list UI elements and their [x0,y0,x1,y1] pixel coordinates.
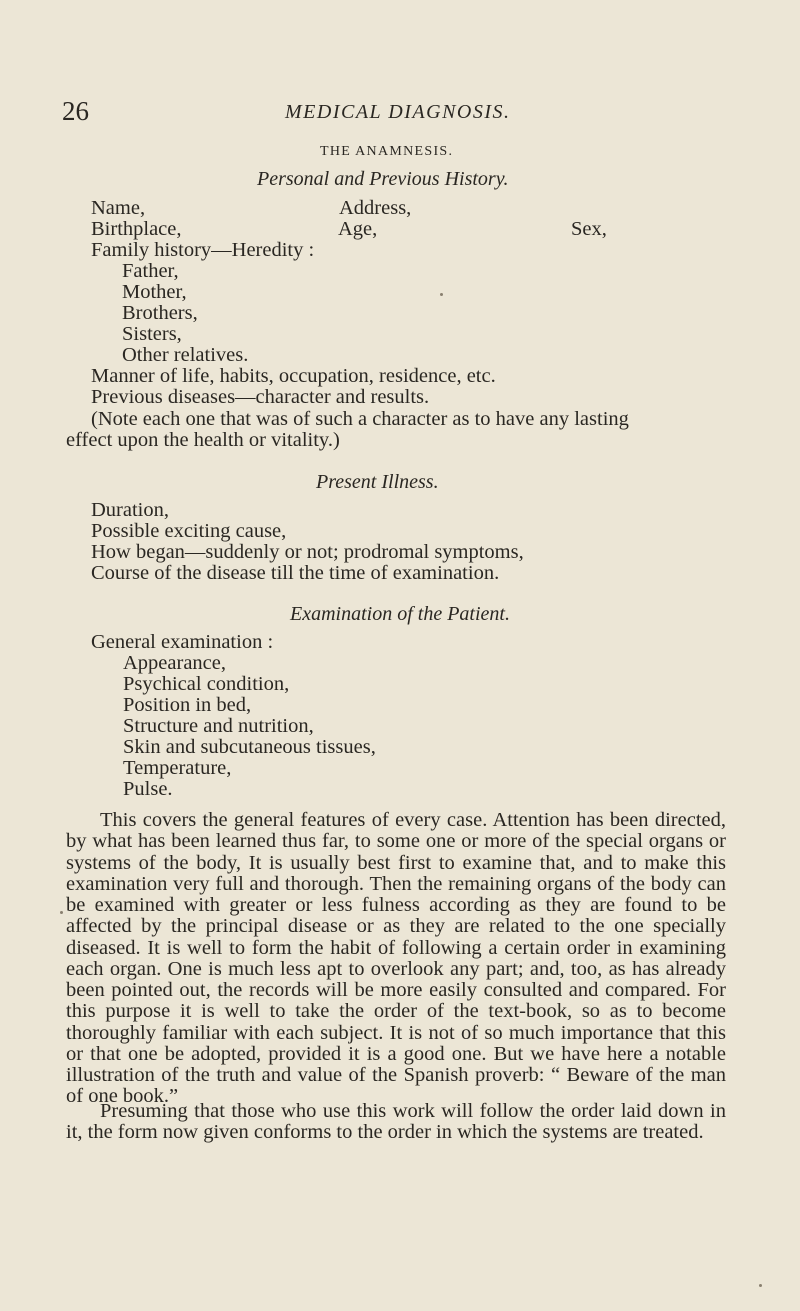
page-number: 26 [62,96,89,126]
field-address: Address, [339,197,412,219]
exam-temperature: Temperature, [123,757,232,779]
exam-skin: Skin and subcutaneous tissues, [123,736,376,758]
exam-appearance: Appearance, [123,652,227,674]
personal-history-heading: Personal and Previous History. [257,168,509,190]
relative-brothers: Brothers, [122,302,198,324]
present-illness-heading: Present Illness. [316,471,439,493]
field-sex: Sex, [571,218,607,240]
present-duration: Duration, [91,499,169,521]
relative-mother: Mother, [122,281,187,303]
present-course: Course of the disease till the time of examination. [91,562,500,584]
running-head: MEDICAL DIAGNOSIS. [285,101,511,123]
exam-structure: Structure and nutrition, [123,715,314,737]
present-exciting-cause: Possible exciting cause, [91,520,287,542]
exam-position: Position in bed, [123,694,252,716]
field-name: Name, [91,197,146,219]
body-paragraph-1: This covers the general features of every case. Attention has been directed, by what has been learned thus far, to some one or more of the special organs or systems of the body, It is usually best first to examine that, and to make this examination very full and thorough. Then the remaining organs of the body can be examined with greater or less fulness according as they are found to be affected by the principal disease or as they are related to the one specially diseased. It is well to form the habit of following a certain order in examining each organ. One is much less apt to overlook any part; and, too, as has already been pointed out, the records will be more easily consulted and compared. For this purpose it is well to take the order of the text-book, so as to become thoroughly familiar with each subject. It is not of so much importance that this or that one be adopted, provided it is a good one. But we have here a notable illustration of the truth and value of the Spanish proverb: “ Beware of the man of one book.” [66,809,726,1108]
previous-diseases: Previous diseases—character and results. [91,386,430,408]
exam-pulse: Pulse. [123,778,173,800]
paper-speck [60,911,63,914]
section-title: THE ANAMNESIS. [320,144,454,159]
present-how-began: How began—suddenly or not; prodromal symptoms, [91,541,524,563]
relative-sisters: Sisters, [122,323,182,345]
general-examination-label: General examination : [91,631,274,653]
note-line-2: effect upon the health or vitality.) [66,429,340,451]
examination-heading: Examination of the Patient. [290,603,510,625]
manner-of-life: Manner of life, habits, occupation, residence, etc. [91,365,496,387]
paper-speck [440,293,443,296]
field-birthplace: Birthplace, [91,218,182,240]
field-age: Age, [338,218,378,240]
note-line-1: (Note each one that was of such a character as to have any lasting [91,408,629,430]
relative-other: Other relatives. [122,344,249,366]
body-paragraph-2: Presuming that those who use this work will follow the order laid down in it, the form now given conforms to the order in which the systems are treated. [66,1100,726,1144]
family-history-label: Family history—Heredity : [91,239,315,261]
relative-father: Father, [122,260,179,282]
exam-psychical: Psychical condition, [123,673,290,695]
paper-speck [759,1284,762,1287]
